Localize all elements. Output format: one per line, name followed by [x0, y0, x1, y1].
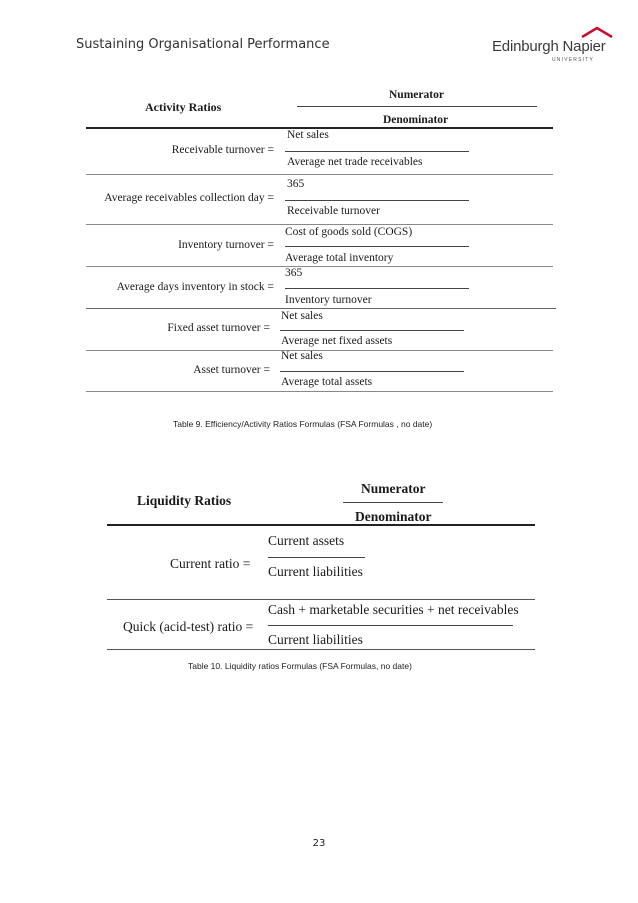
table-bottom-rule: [86, 391, 553, 392]
header-fraction-rule: [343, 502, 443, 503]
university-logo: [492, 26, 618, 72]
numerator-header: Numerator: [389, 89, 444, 101]
row-numerator: 365: [287, 178, 305, 190]
row-label: Fixed asset turnover =: [167, 322, 270, 334]
row-divider: [107, 599, 535, 600]
row-label: Asset turnover =: [193, 364, 270, 376]
row-denominator: Average total inventory: [285, 252, 394, 264]
header-bottom-rule: [107, 524, 535, 526]
row-denominator: Current liabilities: [268, 632, 363, 647]
fraction-rule: [285, 200, 469, 201]
running-header-title: Sustaining Organisational Performance: [76, 37, 330, 52]
logo-subtitle: UNIVERSITY: [552, 57, 595, 63]
denominator-header: Denominator: [383, 114, 449, 126]
logo-chevron-icon: [580, 26, 614, 38]
row-numerator: Cash + marketable securities + net receivables: [268, 602, 519, 617]
table-bottom-rule: [107, 649, 535, 650]
row-denominator: Inventory turnover: [285, 294, 372, 306]
denominator-header: Denominator: [355, 509, 432, 524]
row-numerator: Net sales: [281, 350, 323, 362]
row-numerator: Net sales: [287, 129, 329, 141]
fraction-rule: [280, 330, 464, 331]
row-divider: [86, 266, 553, 267]
row-label: Quick (acid-test) ratio =: [123, 619, 254, 634]
fraction-rule: [268, 557, 365, 558]
logo-wordmark: Edinburgh Napier: [492, 38, 606, 55]
page-number: 23: [312, 838, 326, 849]
row-denominator: Average total assets: [281, 376, 373, 388]
row-denominator: Average net fixed assets: [281, 335, 393, 347]
row-divider: [86, 224, 553, 225]
row-divider: [86, 308, 556, 309]
row-numerator: 365: [285, 267, 303, 279]
row-numerator: Current assets: [268, 533, 345, 548]
table-title: Liquidity Ratios: [137, 493, 232, 508]
row-denominator: Receivable turnover: [287, 205, 380, 217]
fraction-rule: [285, 288, 469, 289]
fraction-rule: [285, 246, 469, 247]
table9-caption: Table 9. Efficiency/Activity Ratios Formulas (FSA Formulas , no date): [173, 419, 433, 429]
row-numerator: Net sales: [281, 310, 323, 322]
row-denominator: Current liabilities: [268, 564, 363, 579]
row-label: Average receivables collection day =: [104, 192, 274, 204]
row-label: Current ratio =: [170, 556, 251, 571]
row-label: Inventory turnover =: [178, 239, 274, 251]
row-denominator: Average net trade receivables: [287, 156, 423, 168]
table-title: Activity Ratios: [145, 100, 222, 114]
fraction-rule: [280, 371, 464, 372]
row-divider: [86, 174, 553, 175]
table10-caption: Table 10. Liquidity ratios Formulas (FSA Formulas, no date): [188, 661, 412, 671]
row-label: Average days inventory in stock =: [116, 281, 274, 293]
fraction-rule: [285, 151, 469, 152]
fraction-rule: [268, 625, 513, 626]
row-label: Receivable turnover =: [171, 144, 274, 156]
row-numerator: Cost of goods sold (COGS): [285, 226, 413, 238]
header-fraction-rule: [297, 106, 537, 107]
numerator-header: Numerator: [361, 481, 426, 496]
